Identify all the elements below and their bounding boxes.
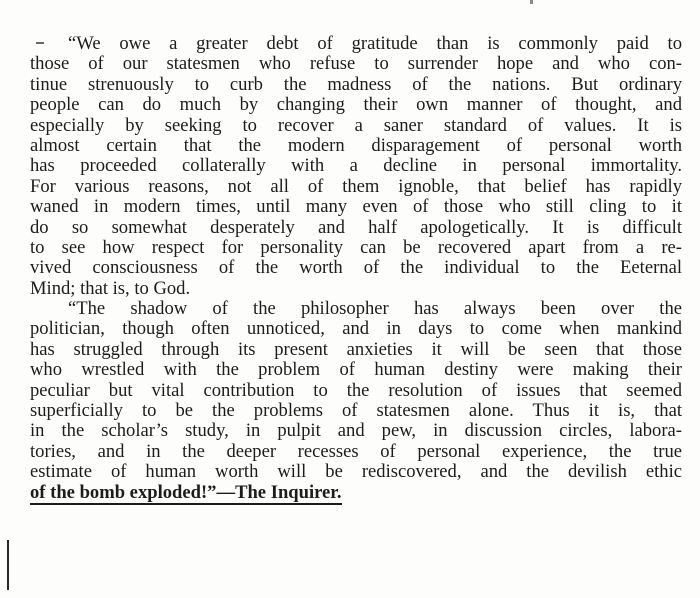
text-line: those of our statesmen who refuse to surrender hope and who con- — [30, 53, 682, 75]
closing-text: of the bomb exploded!” — [30, 481, 217, 503]
text-line: “The shadow of the philosopher has always been over the — [68, 298, 682, 320]
text-line: estimate of human worth will be rediscovered, and the devilish ethic — [30, 461, 682, 483]
text-line: tinue strenuously to curb the madness of the nations. But ordinary — [30, 73, 682, 95]
text-line: to see how respect for personality can be recovered apart from a re- — [30, 236, 682, 258]
text-line: waned in modern times, until many even of those who still cling to it — [30, 196, 682, 218]
source-attribution: The Inquirer. — [235, 481, 342, 503]
text-line: vived consciousness of the worth of the individual to the Eeternal — [30, 257, 682, 279]
text-line: people can do much by changing their own manner of thought, and — [30, 94, 682, 116]
text-line: do so somewhat desperately and half apologetically. It is difficult — [30, 216, 682, 238]
closing-line — [30, 483, 682, 503]
text-line: tories, and in the deeper recesses of personal experience, the true — [30, 440, 682, 462]
text-line: has proceeded collaterally with a decline in personal immortality. — [30, 155, 682, 177]
text-line: For various reasons, not all of them ignoble, that belief has rapidly — [30, 175, 682, 197]
article-text — [30, 34, 682, 503]
text-line: superficially to be the problems of statesmen alone. Thus it is, that — [30, 400, 682, 422]
text-line: almost certain that the modern disparagement of personal worth — [30, 134, 682, 156]
text-line: who wrestled with the problem of human destiny were making their — [30, 359, 682, 381]
text-line: Mind; that is, to God. — [30, 277, 191, 299]
text-line: peculiar but vital contribution to the resolution of issues that seemed — [30, 379, 682, 401]
text-line: has struggled through its present anxieties it will be seen that those — [30, 338, 682, 360]
text-line: especially by seeking to recover a saner standard of values. It is — [30, 114, 682, 136]
attribution-dash: — — [216, 481, 236, 503]
text-line: in the scholar’s study, in pulpit and pew, in discussion circles, labora- — [30, 420, 682, 442]
margin-rule — [7, 540, 9, 590]
print-mark — [530, 0, 533, 4]
text-line: politician, though often unnoticed, and in days to come when mankind — [30, 318, 682, 340]
text-line: “We owe a greater debt of gratitude than is commonly paid to — [68, 33, 682, 54]
